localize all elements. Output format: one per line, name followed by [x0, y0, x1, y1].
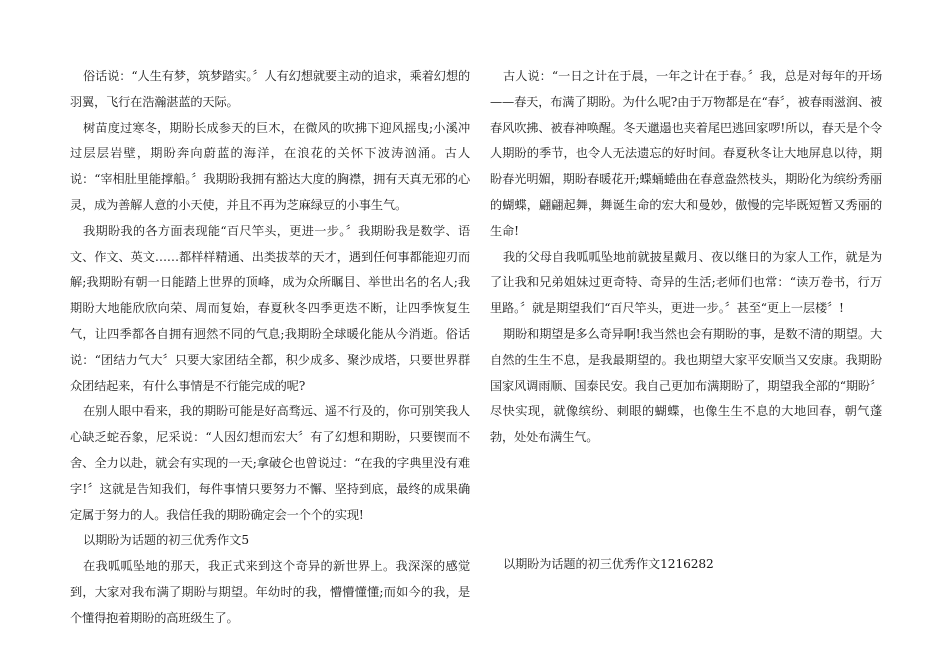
- paragraph: 古人说：“一日之计在于晨，一年之计在于春。〞我，总是对每年的开场——春天，布满了期盼。为什么呢?由于万物都是在“春〞，被春雨滋润、被春风吹拂、被春神唤醒。冬天邋遢也夹着尾巴逃回家啰!所以，春天是个令人期盼的季节，也令人无法遗忘的好时间。春夏秋冬让大地屏息以待，期盼春光明媚，期盼春暖花开;蝶蛹蜷曲在春意盎然枝头，期盼化为缤纷秀丽的蝴蝶，翩翩起舞，舞诞生命的宏大和曼妙，傲慢的完毕既短暂又秀丽的生命!: [490, 69, 882, 238]
- paragraph: 我期盼我的各方面表现能“百尺竿头，更进一步。〞我期盼我是数学、语文、作文、英文……都样样精通、出类拔萃的天才，遇到任何事都能迎刃而解;我期盼有朝一日能踏上世界的顶峰，成为众所瞩目、举世出名的名人;我期盼大地能欣欣向荣、周而复始，春夏秋冬四季更迭不断，让四季恢复生气，让四季都各自拥有迥然不同的气息;我期盼全球暖化能从今消逝。俗话说：“团结力气大〞只要大家团结全都，积少成多、聚沙成塔，只要世界群众团结起来，有什么事情是不行能完成的呢?: [70, 223, 470, 393]
- paragraph: 树苗度过寒冬，期盼长成参天的巨木，在微风的吹拂下迎风摇曳;小溪冲过层层岩壁，期盼奔向蔚蓝的海洋，在浪花的关怀下波涛汹涌。古人说：“宰相肚里能撑船。〞我期盼我拥有豁达大度的胸襟，拥有天真无邪的心灵，成为善解人意的小天使，并且不再为芝麻绿豆的小事生气。: [70, 120, 470, 212]
- essay-footer-heading: 以期盼为话题的初三优秀作文1216282: [503, 556, 714, 571]
- paragraph: 在我呱呱坠地的那天，我正式来到这个奇异的新世界上。我深深的感觉到，大家对我布满了期盼与期望。年幼时的我，懵懵懂懂;而如今的我，是个懂得抱着期盼的高班级生了。: [70, 559, 470, 625]
- essay-heading: 以期盼为话题的初三优秀作文5: [83, 533, 250, 548]
- blank-space: [490, 451, 882, 552]
- right-column: [490, 64, 882, 578]
- paragraph: 俗话说：“人生有梦，筑梦踏实。〞人有幻想就要主动的追求，乘着幻想的羽翼，飞行在浩瀚湛蓝的天际。: [70, 69, 470, 109]
- left-column: [70, 64, 470, 632]
- paragraph: 期盼和期望是多么奇异啊!我当然也会有期盼的事，是数不清的期望。大自然的生生不息，是我最期望的。我也期望大家平安顺当又安康。我期盼国家风调雨顺、国泰民安。我自己更加布满期盼了，期望我全部的“期盼〞尽快实现，就像缤纷、刺眼的蝴蝶，也像生生不息的大地回春，朝气蓬勃，处处布满生气。: [490, 326, 882, 445]
- paragraph: 我的父母自我呱呱坠地前就披星戴月、夜以继日的为家人工作，就是为了让我和兄弟姐妹过更奇特、奇异的生活;老师们也常：“读万卷书，行万里路。〞就是期望我们“百尺竿头，更进一步。〞甚至“更上一层楼〞!: [490, 249, 882, 316]
- paragraph: 在别人眼中看来，我的期盼可能是好高骛远、遥不行及的，你可别笑我人心缺乏蛇吞象，尼采说：“人因幻想而宏大〞有了幻想和期盼，只要锲而不舍、全力以赴，就会有实现的一天;拿破仑也曾说过：“在我的字典里没有难字!〞这就是告知我们，每件事情只要努力不懈、坚持到底，最终的成果确定属于努力的人。我信任我的期盼确定会一个个的实现!: [70, 404, 470, 522]
